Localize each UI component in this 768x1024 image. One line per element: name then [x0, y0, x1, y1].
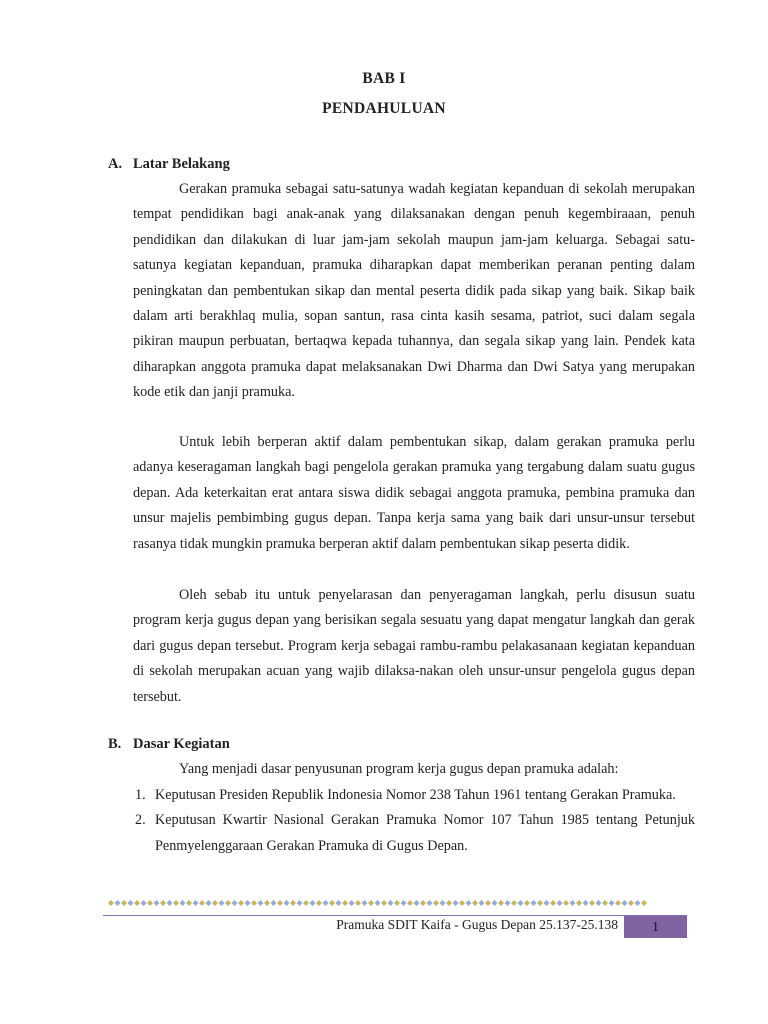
diamond-ornament: [232, 900, 238, 906]
diamond-ornament: [284, 900, 290, 906]
paragraph-a1: Gerakan pramuka sebagai satu-satunya wadah kegiatan kepanduan di sekolah merupakan tempat pendidikan bagi anak-anak yang dilaksanakan dengan penuh kegembiraaan, penuh pendidikan dan dilakukan di luar jam-jam sekolah maupun jam-jam keluarga. Sebagai satu-satunya kegiatan kepanduan, pramuka diharapkan dapat memberikan peranan penting dalam peningkatan dan pembentukan sikap dan mental peserta didik pada sikap yang baik. Sikap baik dalam arti berakhlaq mulia, sopan santun, rasa cinta kasih sesama, patriot, suci dalam segala pikiran maupun perbuatan, bertaqwa kepada tuhannya, dan segala sikap yang lain. Pendek kata diharapkan anggota pramuka dapat melaksanakan Dwi Dharma dan Dwi Satya yang merupakan kode etik dan janji pramuka.: [133, 181, 695, 401]
diamond-ornament: [368, 900, 374, 906]
chapter-title: PENDAHULUAN: [322, 100, 446, 117]
diamond-ornament: [628, 900, 634, 906]
diamond-ornament: [264, 900, 270, 906]
diamond-ornament: [433, 900, 439, 906]
diamond-ornament: [199, 900, 205, 906]
diamond-ornament: [303, 900, 309, 906]
section-a-letter: A.: [108, 156, 123, 172]
diamond-ornament: [206, 900, 212, 906]
diamond-ornament: [154, 900, 160, 906]
diamond-ornament: [609, 900, 615, 906]
diamond-ornament: [186, 900, 192, 906]
page-number-badge: 1: [624, 916, 687, 938]
diamond-ornament: [323, 900, 329, 906]
list-item: [133, 808, 695, 859]
diamond-ornament: [355, 900, 361, 906]
diamond-ornament: [310, 900, 316, 906]
chapter-number: BAB I: [362, 70, 406, 87]
diamond-ornament: [440, 900, 446, 906]
diamond-ornament: [622, 900, 628, 906]
diamond-ornament: [596, 900, 602, 906]
diamond-ornament: [414, 900, 420, 906]
diamond-ornament: [342, 900, 348, 906]
list-item-number: 1.: [135, 787, 146, 803]
diamond-ornament: [173, 900, 179, 906]
diamond-ornament: [212, 900, 218, 906]
diamond-ornament: [602, 900, 608, 906]
footer-caption: Pramuka SDIT Kaifa - Gugus Depan 25.137-25.138: [336, 917, 618, 932]
diamond-ornament: [141, 900, 147, 906]
diamond-ornament: [479, 900, 485, 906]
diamond-ornament: [128, 900, 134, 906]
diamond-ornament: [583, 900, 589, 906]
diamond-ornament: [362, 900, 368, 906]
diamond-ornament: [589, 900, 595, 906]
diamond-ornament: [388, 900, 394, 906]
diamond-ornament: [505, 900, 511, 906]
diamond-ornament: [472, 900, 478, 906]
paragraph-a2: Untuk lebih berperan aktif dalam pembentukan sikap, dalam gerakan pramuka perlu adanya keseragaman langkah bagi pengelola gerakan pramuka yang tergabung dalam suatu gugus depan. Ada keterkaitan erat antara siswa didik sebagai anggota pramuka, pembina pramuka dan unsur majelis pembimbing gugus depan. Tanpa kerja sama yang baik dari unsur-unsur tersebut rasanya tidak mungkin pramuka berperan aktif dalam pembentukan sikap peserta didik.: [133, 434, 695, 552]
diamond-ornament: [524, 900, 530, 906]
diamond-ornament: [446, 900, 452, 906]
section-b-heading: [108, 736, 230, 753]
list-item-text: Keputusan Kwartir Nasional Gerakan Pramuka Nomor 107 Tahun 1985 tentang Petunjuk Penmyelenggaraan Gerakan Pramuka di Gugus Depan.: [155, 812, 695, 854]
diamond-ornament: [290, 900, 296, 906]
diamond-ornament: [492, 900, 498, 906]
section-a-title: Latar Belakang: [133, 156, 230, 172]
diamond-ornament: [576, 900, 582, 906]
section-b-letter: B.: [108, 736, 122, 752]
diamond-ornament: [147, 900, 153, 906]
diamond-ornament: [550, 900, 556, 906]
diamond-ornament: [420, 900, 426, 906]
diamond-ornament: [258, 900, 264, 906]
diamond-ornament: [537, 900, 543, 906]
diamond-ornament: [453, 900, 459, 906]
diamond-ornament: [557, 900, 563, 906]
diamond-ornament: [245, 900, 251, 906]
diamond-ornament: [134, 900, 140, 906]
diamond-ornament: [407, 900, 413, 906]
footer-diamond-border: [108, 898, 648, 908]
list-item-number: 2.: [135, 812, 146, 829]
diamond-ornament: [394, 900, 400, 906]
diamond-ornament: [615, 900, 621, 906]
list-item: [133, 783, 695, 808]
diamond-ornament: [381, 900, 387, 906]
diamond-ornament: [401, 900, 407, 906]
footer-divider: [103, 915, 687, 916]
diamond-ornament: [225, 900, 231, 906]
diamond-ornament: [349, 900, 355, 906]
list-item-text: Keputusan Presiden Republik Indonesia Nomor 238 Tahun 1961 tentang Gerakan Pramuka.: [155, 787, 676, 803]
legal-basis-list: [133, 783, 695, 859]
diamond-ornament: [297, 900, 303, 906]
diamond-ornament: [570, 900, 576, 906]
diamond-ornament: [485, 900, 491, 906]
diamond-ornament: [427, 900, 433, 906]
diamond-ornament: [641, 900, 647, 906]
diamond-ornament: [193, 900, 199, 906]
diamond-ornament: [563, 900, 569, 906]
diamond-ornament: [329, 900, 335, 906]
diamond-ornament: [115, 900, 121, 906]
diamond-ornament: [121, 900, 127, 906]
diamond-ornament: [238, 900, 244, 906]
diamond-ornament: [316, 900, 322, 906]
diamond-ornament: [108, 900, 114, 906]
diamond-ornament: [160, 900, 166, 906]
diamond-ornament: [498, 900, 504, 906]
diamond-ornament: [167, 900, 173, 906]
diamond-ornament: [277, 900, 283, 906]
diamond-ornament: [271, 900, 277, 906]
diamond-ornament: [635, 900, 641, 906]
section-b-title: Dasar Kegiatan: [133, 736, 230, 752]
diamond-ornament: [336, 900, 342, 906]
diamond-ornament: [518, 900, 524, 906]
diamond-ornament: [544, 900, 550, 906]
diamond-ornament: [511, 900, 517, 906]
diamond-ornament: [459, 900, 465, 906]
diamond-ornament: [531, 900, 537, 906]
diamond-ornament: [375, 900, 381, 906]
diamond-ornament: [219, 900, 225, 906]
diamond-ornament: [251, 900, 257, 906]
diamond-ornament: [466, 900, 472, 906]
paragraph-b-intro: Yang menjadi dasar penyusunan program kerja gugus depan pramuka adalah:: [179, 761, 619, 777]
section-a-heading: [108, 156, 230, 173]
paragraph-a3: Oleh sebab itu untuk penyelarasan dan penyeragaman langkah, perlu disusun suatu program kerja gugus depan yang berisikan segala sesuatu yang dapat mengatur langkah dan gerak dari gugus depan tersebut. Program kerja sebagai rambu-rambu pelakasanaan kegiatan kepanduan di sekolah merupakan acuan yang wajib dilaksa-nakan oleh unsur-unsur pengelola gugus depan tersebut.: [133, 587, 695, 705]
diamond-ornament: [180, 900, 186, 906]
